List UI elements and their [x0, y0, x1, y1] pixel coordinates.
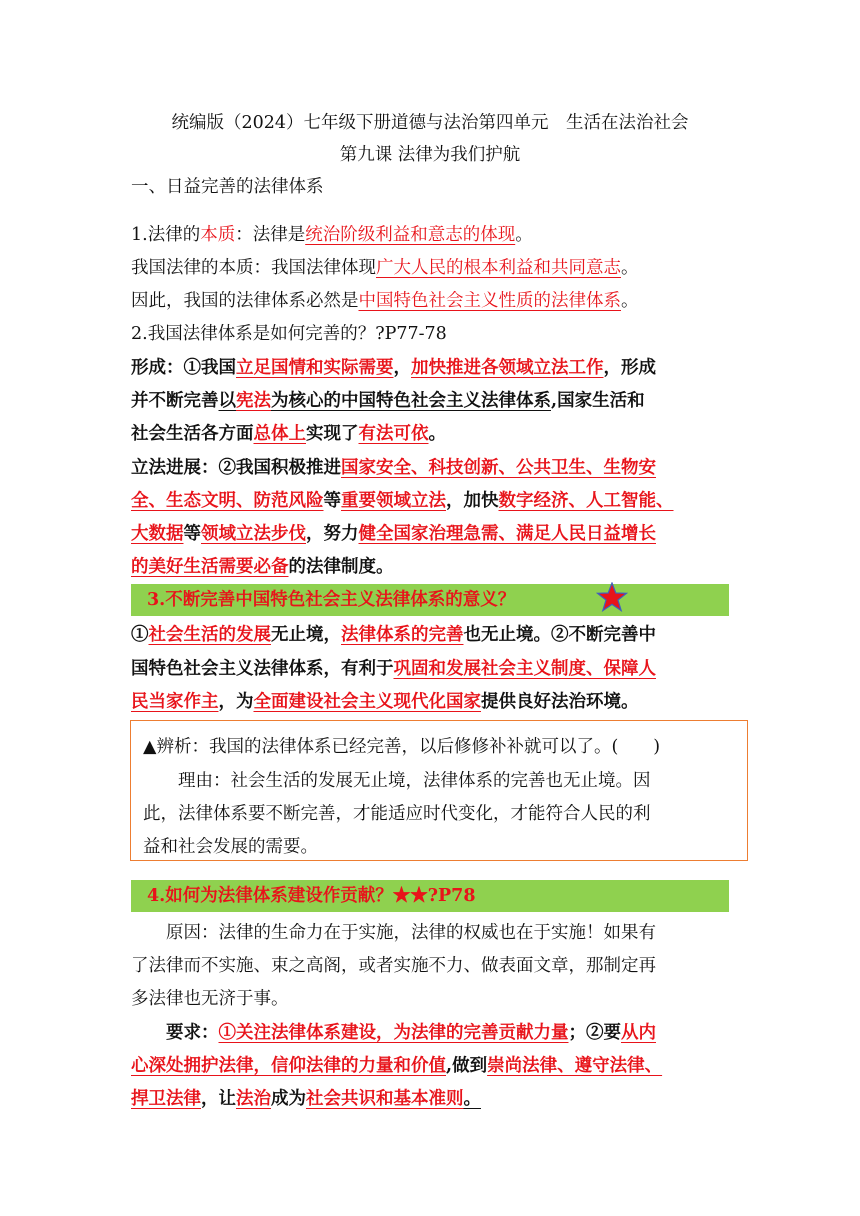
question-2-heading: 2.我国法律体系是如何完善的？?P77-78 [131, 324, 447, 344]
keyword: 捍卫法律 [131, 1089, 201, 1109]
progress-line-4: 的美好生活需要必备的法律制度。 [131, 557, 394, 577]
red-star-icon [596, 582, 628, 612]
keyword: ①关注法律体系建设，为法律的完善贡献力量 [218, 1023, 569, 1043]
reason-line-2: 了法律而不实施、束之高阁，或者实施不力、做表面文章，那制定再 [131, 956, 656, 976]
keyword: 中国特色社会主义性质的法律体系 [358, 291, 621, 311]
keyword: 全、生态文明、防范风险 [131, 491, 324, 511]
requirement-line-3: 捍卫法律，让法治成为社会共识和基本准则。 [131, 1089, 481, 1109]
paragraph-law-essence: 1.法律的本质：法律是统治阶级利益和意志的体现。 [131, 225, 533, 245]
formation-line-3: 社会生活各方面总体上实现了有法可依。 [131, 424, 446, 444]
keyword: 崇尚法律、遵守法律、 [487, 1056, 663, 1076]
requirement-line-1: 要求：①关注法律体系建设，为法律的完善贡献力量；②要从内 [131, 1023, 656, 1043]
section-heading: 一、日益完善的法律体系 [131, 177, 324, 197]
analysis-reason-line-2: 此，法律体系要不断完善，才能适应时代变化，才能符合人民的利 [143, 804, 651, 824]
keyword: 立足国情和实际需要 [236, 358, 394, 378]
keyword: 法律体系的完善 [341, 625, 464, 645]
document-title: 统编版（2024）七年级下册道德与法治第四单元 生活在法治社会 [171, 113, 689, 133]
keyword: 重要领域立法 [341, 491, 446, 511]
keyword: 从内 [621, 1023, 656, 1043]
question-4-band [131, 880, 729, 912]
keyword: 有法可依 [358, 424, 429, 444]
keyword: 领域立法步伐 [201, 524, 306, 544]
reason-line-3: 多法律也无济于事。 [131, 989, 289, 1009]
question-3-band [131, 584, 729, 616]
progress-line-3: 大数据等领域立法步伐，努力健全国家治理急需、满足人民日益增长 [131, 524, 656, 544]
keyword: 总体上 [253, 424, 306, 444]
significance-line-2: 国特色社会主义法律体系，有利于巩固和发展社会主义制度、保障人 [131, 659, 656, 679]
keyword: 民当家作主 [131, 692, 219, 712]
keyword: 数字经济、人工智能、 [498, 491, 674, 511]
keyword: 本质 [200, 225, 236, 245]
keyword: 全面建设社会主义现代化国家 [253, 692, 481, 712]
keyword: 社会生活的发展 [148, 625, 271, 645]
keyword: 心深处拥护法律，信仰法律的力量和价值 [131, 1056, 446, 1076]
keyword: 大数据 [131, 524, 184, 544]
question-3-heading: 3.不断完善中国特色社会主义法律体系的意义？ [147, 590, 516, 610]
keyword: 社会共识和基本准则 [306, 1089, 464, 1109]
question-4-heading: 4.如何为法律体系建设作贡献？★★?P78 [147, 886, 476, 906]
analysis-reason-line-1: 理由：社会生活的发展无止境，法律体系的完善也无止境。因 [143, 771, 651, 791]
progress-line-2: 全、生态文明、防范风险等重要领域立法，加快数字经济、人工智能、 [131, 491, 674, 511]
analysis-statement: ▲辨析：我国的法律体系已经完善，以后修修补补就可以了。( ) [143, 737, 661, 757]
requirement-line-2: 心深处拥护法律，信仰法律的力量和价值,做到崇尚法律、遵守法律、 [131, 1056, 663, 1076]
analysis-reason-line-3: 益和社会发展的需要。 [143, 837, 318, 857]
reason-line-1: 原因：法律的生命力在于实施，法律的权威也在于实施！如果有 [131, 923, 656, 943]
paragraph-law-system-nature: 因此，我国的法律体系必然是中国特色社会主义性质的法律体系。 [131, 291, 639, 311]
paragraph-china-law-essence: 我国法律的本质：我国法律体现广大人民的根本利益和共同意志。 [131, 258, 639, 278]
keyword: 统治阶级利益和意志的体现 [305, 225, 516, 245]
keyword: 广大人民的根本利益和共同意志 [376, 258, 621, 278]
significance-line-1: ①社会生活的发展无止境，法律体系的完善也无止境。②不断完善中 [131, 625, 656, 645]
keyword: 健全国家治理急需、满足人民日益增长 [358, 524, 656, 544]
lesson-title: 第九课 法律为我们护航 [339, 145, 521, 165]
progress-line-1: 立法进展：②我国积极推进国家安全、科技创新、公共卫生、生物安 [131, 458, 656, 478]
formation-line-1: 形成：①我国立足国情和实际需要，加快推进各领域立法工作，形成 [131, 358, 656, 378]
keyword: 的美好生活需要必备 [131, 557, 289, 577]
keyword: 法治 [236, 1089, 271, 1109]
keyword: 巩固和发展社会主义制度、保障人 [393, 659, 656, 679]
keyword: 国家安全、科技创新、公共卫生、生物安 [341, 458, 656, 478]
keyword: 加快推进各领域立法工作 [411, 358, 604, 378]
keyword: 宪法 [236, 391, 271, 411]
formation-line-2: 并不断完善以宪法为核心的中国特色社会主义法律体系,国家生活和 [131, 391, 645, 411]
significance-line-3: 民当家作主，为全面建设社会主义现代化国家提供良好法治环境。 [131, 692, 639, 712]
